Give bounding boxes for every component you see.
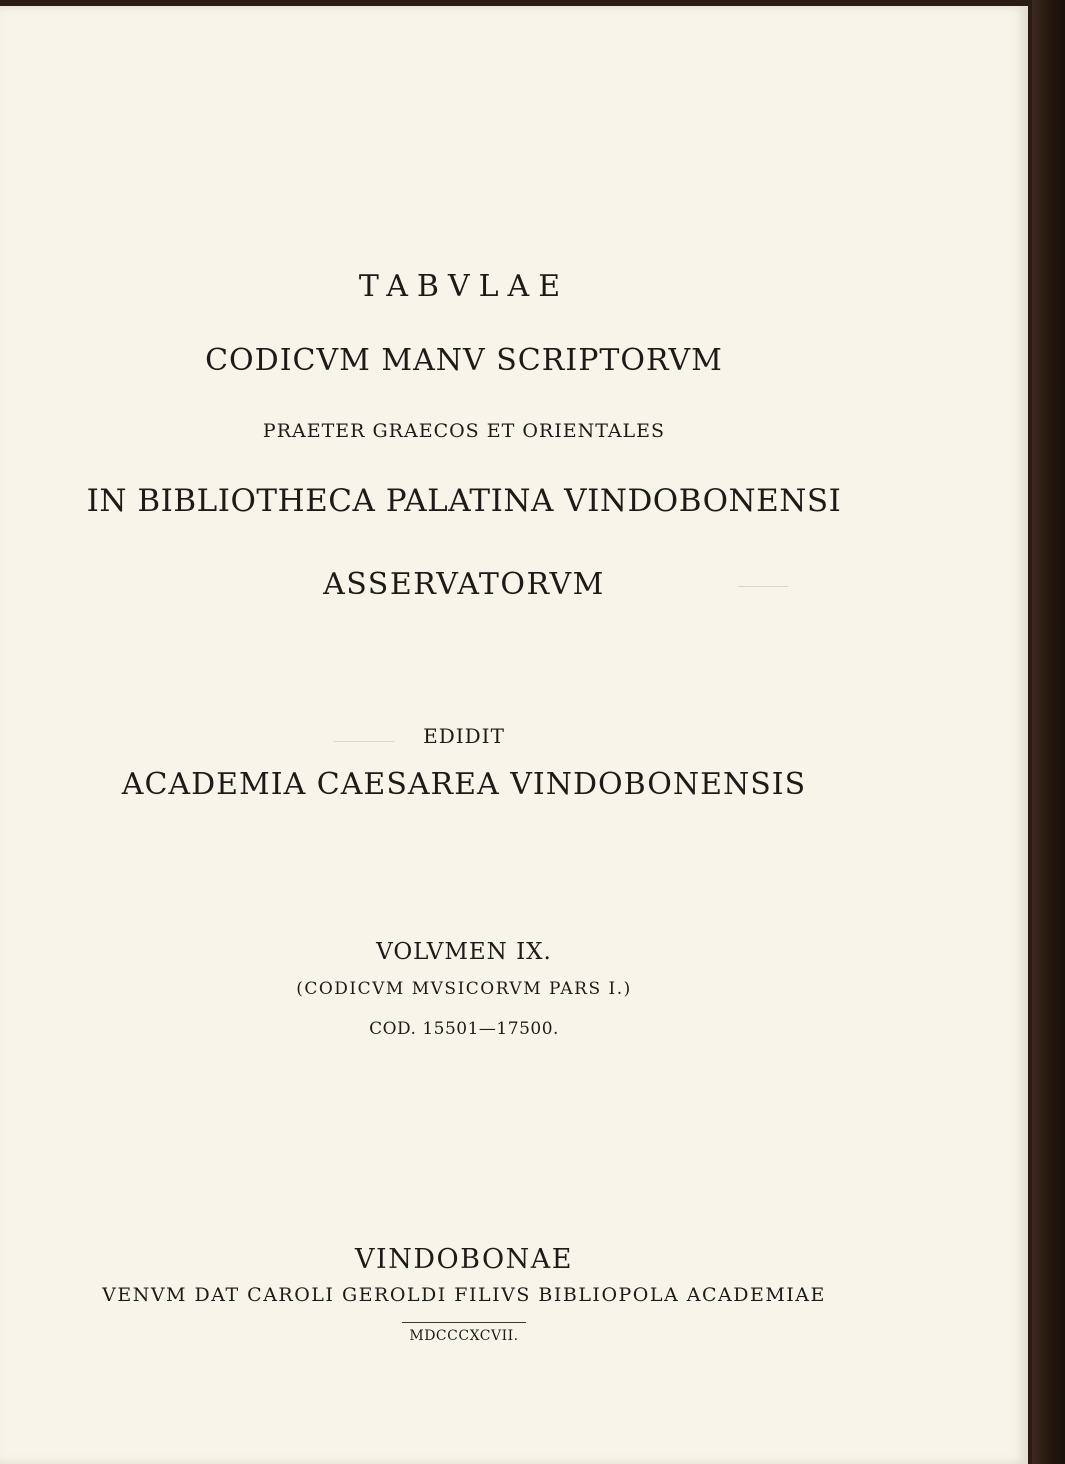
book-spine-edge — [1032, 0, 1065, 1464]
year-block — [0, 1322, 1028, 1345]
volume-part: (CODICVM MVSICORVM PARS I.) — [296, 979, 632, 999]
title-page — [0, 6, 1028, 1464]
codices-range: COD. 15501—17500. — [369, 1019, 559, 1039]
place-of-publication: VINDOBONAE — [355, 1244, 573, 1275]
publisher-body: ACADEMIA CAESAREA VINDOBONENSIS — [121, 767, 807, 802]
year-rule — [402, 1322, 526, 1323]
publication-year: MDCCCXCVII. — [409, 1328, 519, 1344]
imprint-line: VENVM DAT CAROLI GEROLDI FILIVS BIBLIOPOLA ACADEMIAE — [102, 1284, 826, 1306]
title-line-codicum: CODICVM MANV SCRIPTORVM — [205, 343, 723, 378]
volume-number: VOLVMEN IX. — [376, 939, 552, 965]
title-line-praeter: PRAETER GRAECOS ET ORIENTALES — [262, 420, 666, 442]
title-line-tabulae: TABVLAE — [358, 269, 570, 304]
edidit-label: EDIDIT — [423, 724, 505, 748]
title-line-bibliotheca: IN BIBLIOTHECA PALATINA VINDOBONENSI — [86, 483, 842, 519]
faint-rule-mark — [738, 586, 788, 587]
title-line-asservatorum: ASSERVATORVM — [323, 567, 605, 602]
